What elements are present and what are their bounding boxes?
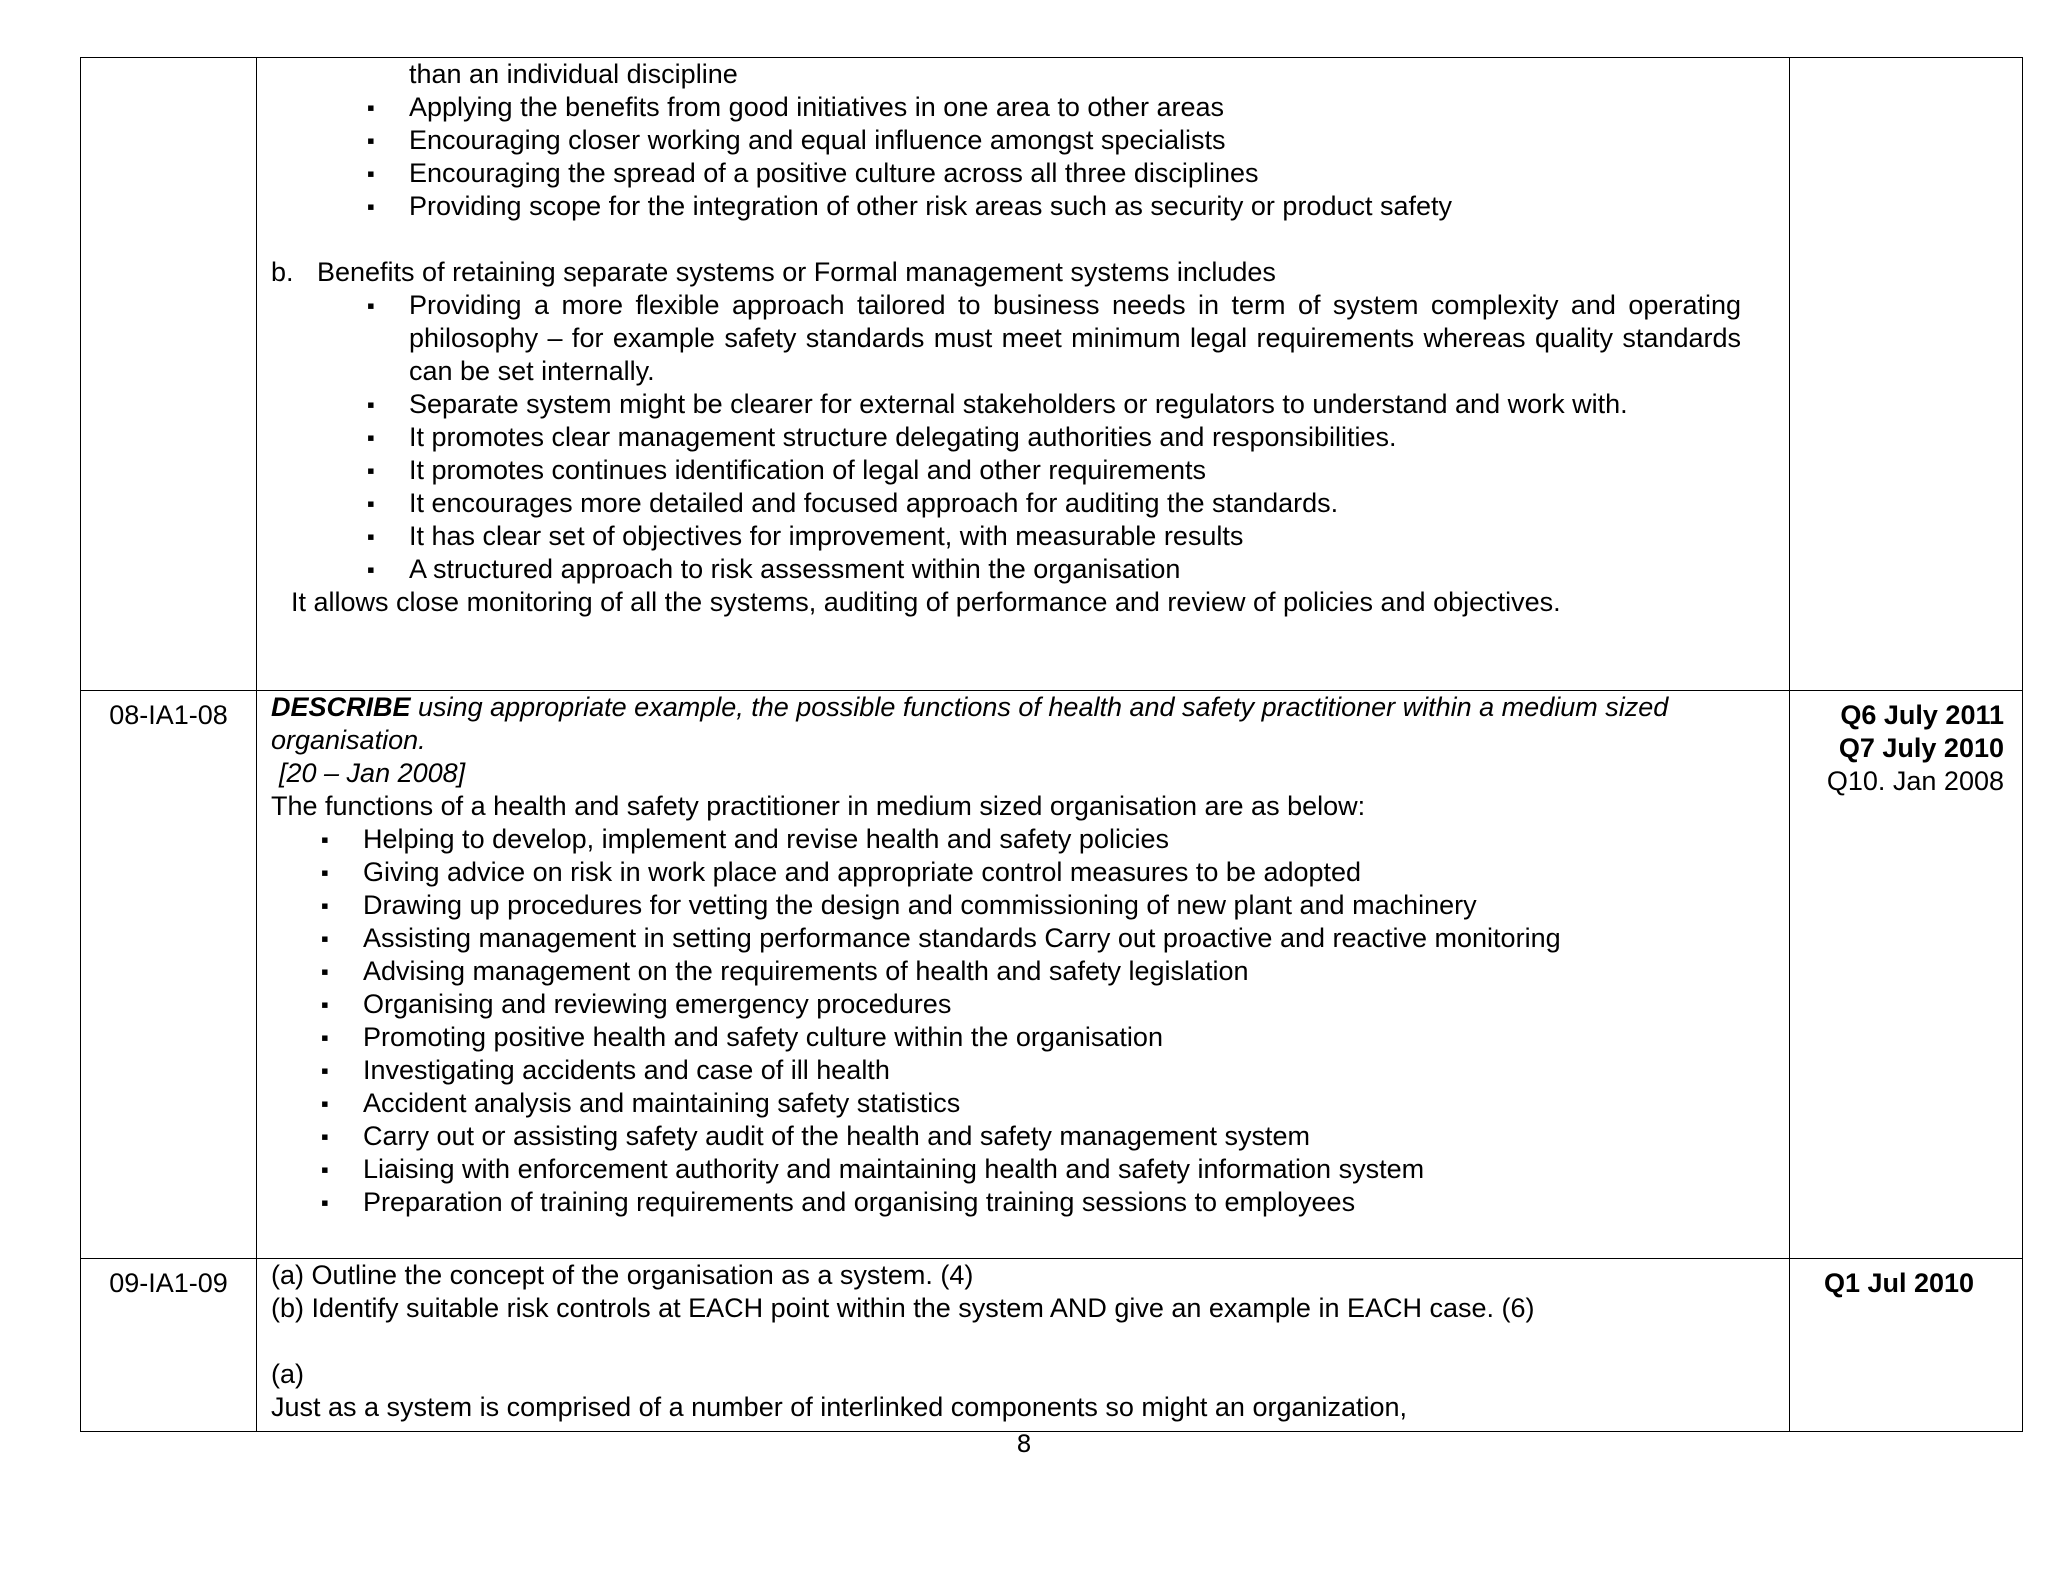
list-item: ▪ Advising management on the requirements of health and safety legislation [363, 955, 1741, 988]
row-code-cell [81, 58, 257, 691]
part-b-label: b. [271, 257, 294, 287]
list-item: ▪ Encouraging the spread of a positive culture across all three disciplines [409, 157, 1741, 190]
row-code-cell: 09-IA1-09 [81, 1259, 257, 1432]
row-code-cell: 08-IA1-08 [81, 691, 257, 1259]
list-item: ▪ Liaising with enforcement authority and maintaining health and safety information system [363, 1153, 1741, 1186]
list-item: ▪ Accident analysis and maintaining safety statistics [363, 1087, 1741, 1120]
answer-label: (a) [271, 1359, 304, 1389]
question-part-b: (b) Identify suitable risk controls at EACH point within the system AND give an example in EACH case. (6) [271, 1293, 1535, 1323]
part-b-heading-text: Benefits of retaining separate systems or Formal management systems includes [317, 257, 1276, 287]
reference-line: Q1 Jul 2010 [1823, 1268, 1975, 1298]
list-item: ▪ It encourages more detailed and focused approach for auditing the standards. [409, 487, 1741, 520]
answer-text: Just as a system is comprised of a number of interlinked components so might an organization, [271, 1392, 1408, 1422]
answer-cell [257, 1259, 1790, 1432]
table-row [81, 58, 2023, 691]
list-item: ▪ Applying the benefits from good initiatives in one area to other areas [409, 91, 1741, 124]
functions-list [271, 823, 1741, 1219]
question-part-a: (a) Outline the concept of the organisation as a system. (4) [271, 1260, 974, 1290]
list-item: ▪ Carry out or assisting safety audit of the health and safety management system [363, 1120, 1741, 1153]
marks-text: [20 – Jan 2008] [279, 758, 466, 788]
question-rest: using appropriate example, the possible functions of health and safety practitioner within a medium sized organisation. [271, 692, 1669, 755]
list-item: ▪ Preparation of training requirements and organising training sessions to employees [363, 1186, 1741, 1219]
closing-text: It allows close monitoring of all the systems, auditing of performance and review of policies and objectives. [291, 587, 1561, 617]
continuation-text: than an individual discipline [409, 59, 738, 89]
answer-cell [257, 691, 1790, 1259]
list-item: ▪ Helping to develop, implement and revise health and safety policies [363, 823, 1741, 856]
reference-cell [1790, 58, 2023, 691]
list-item: ▪ Organising and reviewing emergency procedures [363, 988, 1741, 1021]
question-keyword: DESCRIBE [271, 692, 411, 722]
reference-line: Q7 July 2010 [1838, 733, 2004, 763]
list-item: ▪ Assisting management in setting performance standards Carry out proactive and reactive monitoring [363, 922, 1741, 955]
part-b-heading [271, 256, 1741, 289]
table-row [81, 691, 2023, 1259]
list-item: ▪ Investigating accidents and case of ill health [363, 1054, 1741, 1087]
list-item: ▪ Separate system might be clearer for external stakeholders or regulators to understand and work with. [409, 388, 1741, 421]
list-item: ▪ It promotes clear management structure delegating authorities and responsibilities. [409, 421, 1741, 454]
list-item: ▪ A structured approach to risk assessment within the organisation [409, 553, 1741, 586]
list-item: ▪ Providing a more flexible approach tailored to business needs in term of system complexity and operating philosophy – for example safety standards must meet minimum legal requirements whereas quality standards can be set internally. [409, 289, 1741, 388]
part-a-list [271, 91, 1741, 223]
list-item: ▪ It has clear set of objectives for improvement, with measurable results [409, 520, 1741, 553]
reference-line: Q10. Jan 2008 [1826, 766, 2004, 796]
list-item: ▪ It promotes continues identification of legal and other requirements [409, 454, 1741, 487]
question-text [271, 691, 1741, 757]
list-item: ▪ Drawing up procedures for vetting the design and commissioning of new plant and machinery [363, 889, 1741, 922]
part-b-list [271, 289, 1741, 586]
list-item: ▪ Giving advice on risk in work place and appropriate control measures to be adopted [363, 856, 1741, 889]
intro-text: The functions of a health and safety practitioner in medium sized organisation are as below: [271, 791, 1366, 821]
page-number: 8 [1016, 1430, 1032, 1458]
answer-cell [257, 58, 1790, 691]
reference-cell [1790, 691, 2023, 1259]
table-row [81, 1259, 2023, 1432]
reference-line: Q6 July 2011 [1840, 700, 2004, 730]
list-item: ▪ Promoting positive health and safety culture within the organisation [363, 1021, 1741, 1054]
list-item: ▪ Providing scope for the integration of other risk areas such as security or product safety [409, 190, 1741, 223]
list-item: ▪ Encouraging closer working and equal influence amongst specialists [409, 124, 1741, 157]
qa-table [80, 57, 2023, 1432]
reference-cell [1790, 1259, 2023, 1432]
